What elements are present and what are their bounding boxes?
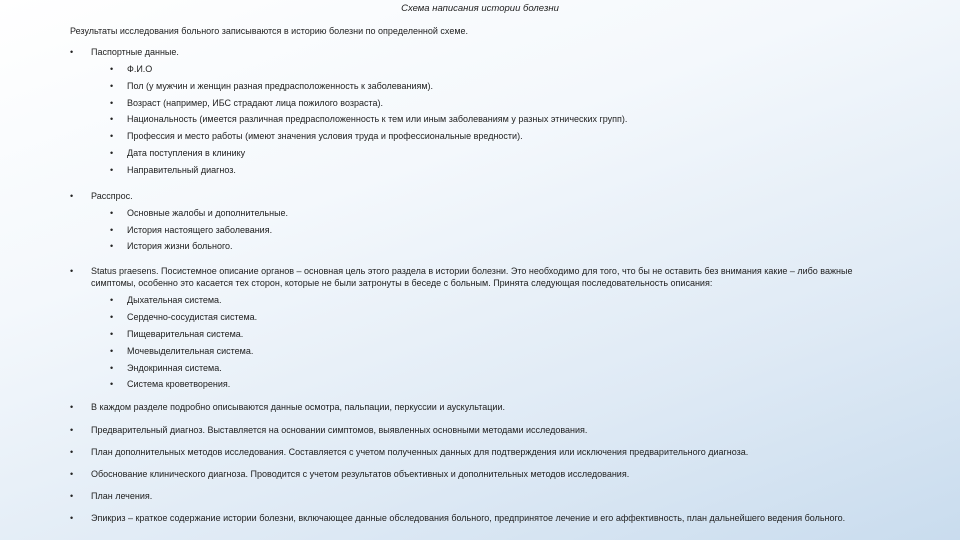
sub-list-item-text: Национальность (имеется различная предрасположенность к тем или иным заболеваниям у разных этнических групп). xyxy=(127,114,628,125)
list-item-text: Эпикриз – краткое содержание истории болезни, включающее данные обследования больного, предпринятое лечение и его аффективность, план дальнейшего ведения больного. xyxy=(91,513,846,524)
sub-list-item xyxy=(91,147,890,159)
list-item xyxy=(70,265,890,390)
list-item-text: План лечения. xyxy=(91,491,153,502)
sub-list-item xyxy=(91,345,890,357)
bullet-icon: • xyxy=(110,164,114,175)
bullet-icon: • xyxy=(110,241,114,252)
list-item-text: План дополнительных методов исследования. Составляется с учетом полученных данных для подтверждения или исключения предварительного диагноза. xyxy=(91,447,749,458)
sub-list xyxy=(91,207,890,253)
bullet-icon: • xyxy=(110,328,114,339)
sub-list-item xyxy=(91,294,890,306)
bullet-icon: • xyxy=(110,147,114,158)
bullet-icon: • xyxy=(110,345,114,356)
list-item-text: Обоснование клинического диагноза. Проводится с учетом результатов объективных и дополнительных методов исследования. xyxy=(91,469,630,480)
list-item xyxy=(70,512,890,524)
bullet-icon: • xyxy=(70,447,74,458)
list-item-text: Паспортные данные. xyxy=(91,47,179,57)
bullet-icon: • xyxy=(70,469,74,480)
sub-list-item xyxy=(91,97,890,109)
sub-list-item-text: Ф.И.О xyxy=(127,64,153,74)
bullet-icon: • xyxy=(110,379,114,390)
bullet-icon: • xyxy=(70,425,74,436)
bullet-icon: • xyxy=(110,114,114,125)
sub-list xyxy=(91,294,890,390)
sub-list-item-text: Мочевыделительная система. xyxy=(127,345,254,356)
page-title: Схема написания истории болезни xyxy=(401,3,559,14)
bullet-icon: • xyxy=(110,295,114,306)
sub-list-item-text: Эндокринная система. xyxy=(127,362,222,373)
sub-list-item xyxy=(91,130,890,142)
list-item-text: В каждом разделе подробно описываются данные осмотра, пальпации, перкуссии и аускультации. xyxy=(91,402,505,413)
list-item xyxy=(70,446,890,458)
list-item xyxy=(70,401,890,413)
bullet-icon: • xyxy=(110,362,114,373)
sub-list-item-text: Возраст (например, ИБС страдают лица пожилого возраста). xyxy=(127,97,384,108)
sub-list-item xyxy=(91,362,890,374)
sub-list-item xyxy=(91,164,890,176)
sub-list-item-text: Пищеварительная система. xyxy=(127,328,244,339)
list-item xyxy=(70,468,890,480)
bullet-icon: • xyxy=(110,224,114,235)
bullet-icon: • xyxy=(70,491,74,502)
sub-list-item-text: История настоящего заболевания. xyxy=(127,224,273,235)
list-item-text: Предварительный диагноз. Выставляется на основании симптомов, выявленных основными методами исследования. xyxy=(91,425,588,436)
list-item-text: Status praesens. Посистемное описание органов – основная цель этого раздела в истории болезни. Это необходимо для того, что бы не оставить без внимания какие – либо важные симптомы, особенно это касается тех сторон, которые не были затронуты в беседе с больным. Принята следующая последовательность описания: xyxy=(91,266,853,289)
sub-list-item-text: История жизни больного. xyxy=(127,241,233,252)
sub-list-item-text: Направительный диагноз. xyxy=(127,164,236,175)
bullet-icon: • xyxy=(70,513,74,524)
bullet-icon: • xyxy=(70,47,74,57)
sub-list-item-text: Дыхательная система. xyxy=(127,295,222,306)
sub-list-item xyxy=(91,240,890,252)
bullet-icon: • xyxy=(110,64,114,74)
list-item xyxy=(70,46,890,176)
bullet-icon: • xyxy=(70,190,74,201)
list-item-text: Расспрос. xyxy=(91,190,133,201)
bullet-icon: • xyxy=(110,207,114,218)
intro-text: Результаты исследования больного записываются в историю болезни по определенной схеме. xyxy=(70,26,469,36)
list-item xyxy=(70,424,890,436)
bullet-icon: • xyxy=(110,80,114,91)
sub-list-item-text: Основные жалобы и дополнительные. xyxy=(127,207,289,218)
sub-list-item-text: Пол (у мужчин и женщин разная предрасположенность к заболеваниям). xyxy=(127,80,434,91)
list-item xyxy=(70,190,890,253)
sub-list-item xyxy=(91,113,890,125)
sub-list-item-text: Сердечно-сосудистая система. xyxy=(127,312,258,323)
sub-list-item xyxy=(91,63,890,75)
sub-list-item xyxy=(91,80,890,92)
section-list xyxy=(70,46,890,524)
sub-list-item-text: Дата поступления в клинику xyxy=(127,147,246,158)
bullet-icon: • xyxy=(70,266,74,277)
bullet-icon: • xyxy=(70,402,74,413)
bullet-icon: • xyxy=(110,131,114,142)
sub-list-item-text: Профессия и место работы (имеют значения условия труда и профессиональные вредности). xyxy=(127,131,523,142)
sub-list-item-text: Система кроветворения. xyxy=(127,379,231,390)
sub-list xyxy=(91,63,890,176)
sub-list-item xyxy=(91,378,890,390)
sub-list-item xyxy=(91,311,890,323)
bullet-icon: • xyxy=(110,97,114,108)
sub-list-item xyxy=(91,328,890,340)
list-item xyxy=(70,490,890,502)
bullet-icon: • xyxy=(110,312,114,323)
sub-list-item xyxy=(91,207,890,219)
sub-list-item xyxy=(91,224,890,236)
